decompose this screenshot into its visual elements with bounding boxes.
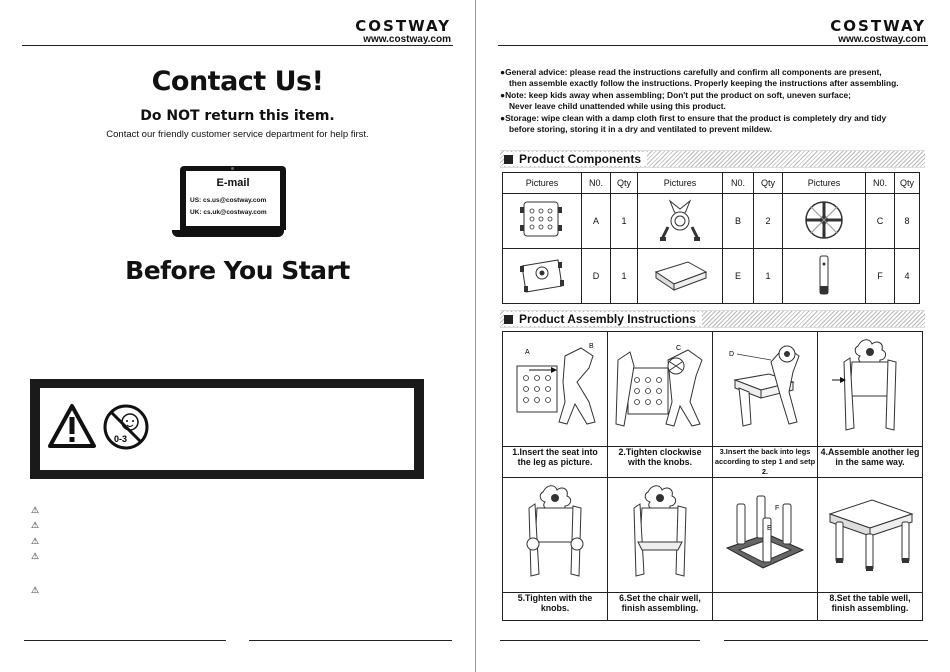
assembly-image-row	[503, 478, 923, 593]
step-5-caption: 5.Tighten with the knobs.	[503, 593, 608, 621]
warning-small-triangle-icon: ⚠	[31, 585, 40, 595]
footer-rule	[724, 640, 928, 641]
svg-text:A: A	[525, 349, 530, 356]
step-2-caption: 2.Tighten clockwise with the knobs.	[608, 447, 713, 478]
step-1-image	[503, 332, 608, 447]
step-3-image	[713, 332, 818, 447]
do-not-return-heading: Do NOT return this item.	[140, 108, 335, 124]
email-card	[186, 171, 280, 226]
email-title: E-mail	[216, 177, 250, 189]
warning-small-triangle-icon: ⚠	[31, 505, 40, 515]
step-7-image	[713, 478, 818, 593]
laptop-base	[172, 230, 284, 237]
col-pictures: Pictures	[783, 173, 866, 194]
brand-logo: COSTWAY	[830, 17, 926, 35]
step-3-caption: 3.Insert the back into legs according to step 1 and setp 2.	[713, 447, 818, 478]
svg-text:E: E	[767, 525, 772, 532]
step-1-caption: 1.Insert the seat into the leg as picture.	[503, 447, 608, 478]
components-row	[503, 194, 920, 249]
step-8-image	[818, 478, 923, 593]
assembly-table	[502, 331, 923, 621]
brand-logo: COSTWAY	[355, 17, 451, 35]
part-d-image	[503, 249, 582, 304]
part-b-image	[638, 194, 723, 249]
section-square-icon	[504, 315, 513, 324]
laptop-icon	[180, 166, 286, 230]
components-row	[503, 249, 920, 304]
part-d-no: D	[582, 249, 611, 304]
part-a-qty: 1	[611, 194, 638, 249]
step-6-image	[608, 478, 713, 593]
email-uk: UK: cs.uk@costway.com	[190, 209, 267, 216]
footer-rule	[500, 640, 700, 641]
step-2-image	[608, 332, 713, 447]
warning-small-triangle-icon: ⚠	[31, 551, 40, 561]
assembly-caption-row	[503, 593, 923, 621]
header-rule	[498, 45, 928, 46]
svg-text:D: D	[729, 351, 735, 358]
warning-box	[30, 379, 424, 479]
brand-header-right	[830, 18, 926, 45]
part-b-no: B	[723, 194, 754, 249]
brand-url: www.costway.com	[363, 34, 451, 45]
contact-description: Contact our friendly customer service department for help first.	[106, 129, 369, 140]
step-8-caption: 8.Set the table well, finish assembling.	[818, 593, 923, 621]
col-pictures: Pictures	[503, 173, 582, 194]
contact-title: Contact Us!	[151, 66, 324, 97]
footer-rule	[249, 640, 452, 641]
assembly-caption-row	[503, 447, 923, 478]
step-6-caption: 6.Set the chair well, finish assembling.	[608, 593, 713, 621]
svg-text:C: C	[676, 345, 682, 352]
components-table	[502, 172, 920, 304]
part-e-qty: 1	[754, 249, 783, 304]
col-no: N0.	[866, 173, 895, 194]
col-no: N0.	[723, 173, 754, 194]
note-safety: ●Note: keep kids away when assembling; Don't put the product on soft, uneven surface; Never leave child unattended while using this product.	[500, 90, 851, 111]
brand-url: www.costway.com	[838, 34, 926, 45]
components-section-header	[500, 150, 925, 168]
svg-text:B: B	[589, 343, 594, 350]
step-4-image	[818, 332, 923, 447]
age-label: 0-3	[114, 434, 128, 444]
svg-text:F: F	[775, 505, 780, 512]
part-e-no: E	[723, 249, 754, 304]
warning-small-triangle-icon: ⚠	[31, 520, 40, 530]
header-rule	[22, 45, 453, 46]
assembly-title: Product Assembly Instructions	[519, 312, 696, 326]
components-title: Product Components	[519, 152, 641, 166]
step-7-caption	[713, 593, 818, 621]
col-qty: Qty	[895, 173, 920, 194]
step-5-image	[503, 478, 608, 593]
part-f-no: F	[866, 249, 895, 304]
col-pictures: Pictures	[638, 173, 723, 194]
part-d-qty: 1	[611, 249, 638, 304]
before-you-start-title: Before You Start	[125, 256, 350, 285]
brand-header-left	[355, 18, 451, 45]
step-4-caption: 4.Assemble another leg in the same way.	[818, 447, 923, 478]
note-general: ●General advice: please read the instructions carefully and confirm all components are present, then assemble exactly follow the instructions. Properly keeping the instructions after assembling.	[500, 67, 899, 88]
warning-triangle-icon	[50, 406, 94, 446]
col-qty: Qty	[611, 173, 638, 194]
footer-rule	[24, 640, 226, 641]
col-no: N0.	[582, 173, 611, 194]
email-us: US: cs.us@costway.com	[190, 197, 267, 204]
warning-small-triangle-icon: ⚠	[31, 536, 40, 546]
part-a-no: A	[582, 194, 611, 249]
part-f-image	[783, 249, 866, 304]
part-c-qty: 8	[895, 194, 920, 249]
assembly-section-header	[500, 310, 925, 328]
col-qty: Qty	[754, 173, 783, 194]
assembly-image-row	[503, 332, 923, 447]
part-c-image	[783, 194, 866, 249]
part-a-image	[503, 194, 582, 249]
part-b-qty: 2	[754, 194, 783, 249]
part-c-no: C	[866, 194, 895, 249]
part-f-qty: 4	[895, 249, 920, 304]
note-storage: ●Storage: wipe clean with a damp cloth first to ensure that the product is completely dry and tidy before storing, storing it in a dry and ventilated to prevent mildew.	[500, 113, 887, 134]
no-children-0-3-icon	[105, 406, 147, 448]
part-e-image	[638, 249, 723, 304]
components-header-row	[503, 173, 920, 194]
warning-icons	[48, 402, 168, 462]
section-square-icon	[504, 155, 513, 164]
